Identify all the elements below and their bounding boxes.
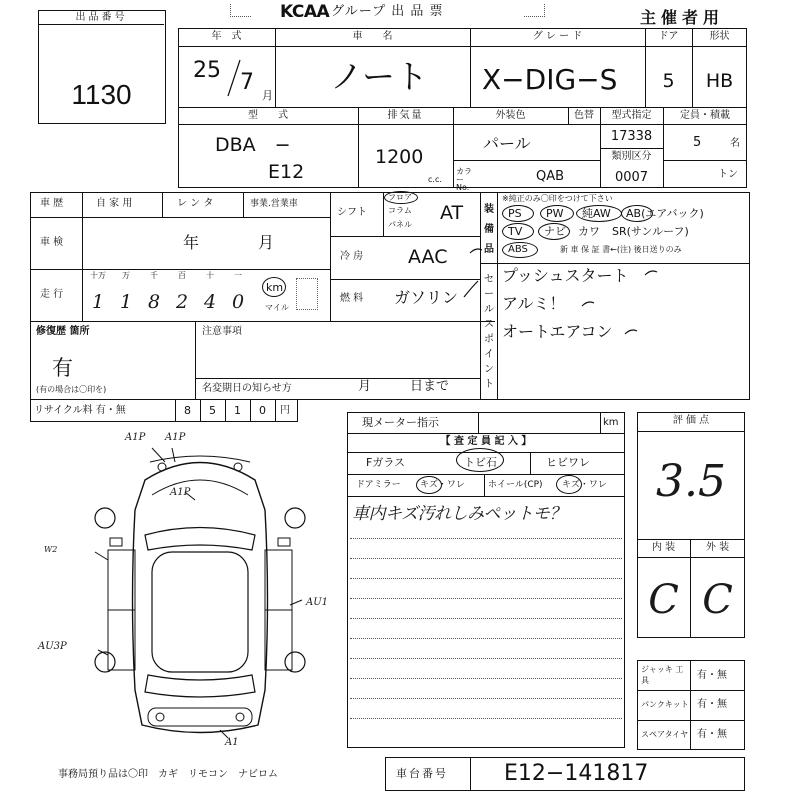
selling-points-side-label: セールスポイント bbox=[484, 274, 494, 390]
damage-mark-front-left: A1P bbox=[125, 432, 146, 443]
business-option: 事業.営業車 bbox=[250, 199, 298, 209]
capacity: 5 bbox=[693, 135, 702, 150]
selling-point: プッシュスタート bbox=[502, 266, 629, 285]
exterior-color-label: 外装色 bbox=[495, 110, 526, 121]
spare-tire-label: スペアタイヤ bbox=[641, 730, 689, 739]
shift-option-panel: パネル bbox=[388, 220, 412, 229]
equip-navi: ナビ bbox=[544, 225, 566, 238]
door-mirror-label: ドアミラー bbox=[356, 480, 401, 490]
damage-mark-left-rear: AU3P bbox=[38, 641, 67, 652]
equip-pw: PW bbox=[546, 207, 564, 220]
equip-navi-circle bbox=[538, 223, 570, 240]
sheet-title: .グループ 出 品 票 bbox=[326, 4, 444, 19]
damage-mark-rear: A1 bbox=[225, 737, 239, 748]
km-unit-circle bbox=[262, 277, 286, 297]
grade-label: グ レ ー ド bbox=[532, 31, 583, 42]
exterior-grade-label: 外 装 bbox=[705, 542, 730, 553]
header-bracket-right bbox=[524, 4, 545, 17]
lot-number-box bbox=[38, 10, 166, 124]
repair-history-note: (有の場合は〇印を) bbox=[36, 385, 107, 394]
equip-abs: ABS bbox=[508, 244, 528, 255]
mileage-digit: 2 bbox=[175, 291, 189, 313]
door-mirror-circle bbox=[416, 476, 442, 494]
equip-ab-circle bbox=[621, 205, 653, 222]
load-unit: トン bbox=[718, 169, 738, 180]
vehicle-table bbox=[178, 28, 747, 188]
handwritten-ticks bbox=[460, 240, 680, 350]
interior-grade: C bbox=[648, 577, 679, 623]
equip-ps-circle bbox=[502, 205, 534, 222]
exterior-grade: C bbox=[702, 577, 733, 623]
mileage-digit: 1 bbox=[91, 291, 105, 313]
inspector-title: 【 査 定 員 記 入 】 bbox=[440, 436, 532, 447]
brand-logo: KCAA bbox=[280, 2, 330, 22]
recycle-digit: 1 bbox=[234, 404, 241, 417]
chassis-number-label: 車台番号 bbox=[396, 767, 448, 780]
type-designation-label: 型式指定 bbox=[611, 110, 652, 121]
equip-leather: カワ bbox=[578, 225, 600, 238]
equip-aw: 純AW bbox=[582, 207, 611, 220]
damage-mark-front-center: A1P bbox=[165, 432, 186, 443]
model-year: 25 bbox=[193, 58, 221, 83]
puncture-kit-options: 有・無 bbox=[697, 699, 727, 710]
damage-mark-hood: A1P bbox=[170, 487, 191, 498]
equip-ab: AB(エアバック) bbox=[626, 207, 704, 220]
selling-point: アルミ！ bbox=[502, 294, 566, 313]
fuel-label: 燃 料 bbox=[340, 293, 364, 304]
model-label: 型 式 bbox=[248, 110, 288, 121]
mileage-digit: 8 bbox=[147, 291, 161, 313]
equipment-note: ※純正のみ〇印をつけて下さい bbox=[502, 194, 613, 203]
recycle-digit: 0 bbox=[259, 404, 266, 417]
windshield-chip-circle bbox=[456, 448, 504, 472]
year-label: 年 式 bbox=[211, 31, 242, 42]
digit-label: 万 bbox=[122, 271, 130, 280]
shift-option-floor: フロア bbox=[388, 193, 412, 202]
km-unit: km bbox=[266, 281, 284, 294]
color-code: QAB bbox=[536, 169, 565, 184]
cc-unit: c.c. bbox=[428, 175, 442, 184]
mileage-label: 走 行 bbox=[40, 289, 64, 300]
header-bracket-left bbox=[230, 4, 251, 17]
damage-mark-right-door: AU1 bbox=[306, 597, 329, 608]
equipment-row-2 bbox=[500, 224, 750, 240]
body-shape: HB bbox=[705, 70, 734, 92]
equip-sr: SR(サンルーフ) bbox=[612, 225, 689, 238]
shift-option-circle bbox=[384, 191, 418, 204]
mileage-digit: 0 bbox=[231, 291, 245, 313]
equip-aw-circle bbox=[576, 205, 622, 222]
damage-mark-left-door: W2 bbox=[44, 545, 58, 554]
windshield-label: Fガラス bbox=[366, 456, 405, 469]
lot-number: 1130 bbox=[71, 79, 132, 110]
type-designation: 17338 bbox=[610, 129, 653, 144]
organizer-label: 主催者用 bbox=[640, 8, 725, 27]
meter-km-unit: km bbox=[603, 417, 619, 428]
wheel-label: ホイール(CP) bbox=[488, 480, 543, 490]
exterior-color: パール bbox=[483, 134, 531, 153]
notes-label: 注意事項 bbox=[202, 326, 242, 337]
wheel-options: キズ・ワレ bbox=[562, 480, 607, 490]
inspection-month-unit: 月 bbox=[258, 233, 275, 252]
fuel-value: ガソリン bbox=[394, 288, 459, 307]
recycle-fee-label: リサイクル料 有・無 bbox=[34, 405, 126, 416]
spare-tire-options: 有・無 bbox=[697, 729, 727, 740]
digit-label: 百 bbox=[178, 271, 186, 280]
windshield-chip: トビ石 bbox=[464, 456, 497, 469]
score-label: 評 価 点 bbox=[672, 415, 710, 426]
recycle-digit: 8 bbox=[184, 404, 191, 417]
color-change-label: 色替 bbox=[574, 110, 594, 121]
capacity-unit: 名 bbox=[730, 138, 740, 149]
puncture-kit-label: パンクキット bbox=[641, 700, 689, 709]
shift-value: AT bbox=[440, 202, 464, 224]
model-prefix: DBA − bbox=[215, 134, 291, 156]
door-mirror-options: キズ・ワレ bbox=[420, 480, 465, 490]
expiry-month-unit: 月 bbox=[358, 379, 372, 394]
expiry-notice-label: 名変期日の知らせ方 bbox=[202, 383, 292, 394]
color-no-label: カラー No. bbox=[456, 167, 472, 192]
recycle-yen-unit: 円 bbox=[280, 405, 290, 416]
month-unit: 月 bbox=[262, 89, 273, 102]
repair-history-label: 修復歴 箇所 bbox=[36, 326, 90, 337]
shift-label: シフト bbox=[337, 207, 367, 218]
digit-label: 千 bbox=[150, 271, 158, 280]
windshield-crack: ヒビワレ bbox=[546, 456, 590, 469]
displacement: 1200 bbox=[375, 146, 424, 168]
wheel-circle bbox=[556, 475, 582, 494]
private-use-option: 自 家 用 bbox=[96, 198, 133, 209]
mileage-note-box bbox=[296, 278, 318, 310]
shift-option-column: コラム bbox=[388, 206, 412, 215]
mileage-digit: 4 bbox=[203, 291, 217, 313]
inspection-label: 車 検 bbox=[40, 237, 64, 248]
rental-option: レ ン タ bbox=[177, 198, 214, 209]
doors-label: ドア bbox=[658, 31, 679, 42]
selling-point: オートエアコン bbox=[502, 322, 613, 341]
mile-unit: マイル bbox=[265, 303, 289, 312]
overall-score: 3.5 bbox=[656, 456, 726, 507]
equip-tv-circle bbox=[502, 223, 534, 240]
lot-number-label: 出品番号 bbox=[75, 12, 128, 23]
recycle-digit: 5 bbox=[209, 404, 216, 417]
repair-history-value: 有 bbox=[52, 356, 73, 380]
car-name: ノート bbox=[330, 57, 429, 96]
category: 0007 bbox=[614, 170, 649, 185]
equip-pw-circle bbox=[540, 205, 574, 222]
mileage-digits bbox=[84, 269, 256, 321]
jack-tools-options: 有・無 bbox=[697, 670, 727, 681]
car-damage-diagram bbox=[90, 440, 310, 760]
history-label: 車 歴 bbox=[40, 198, 64, 209]
inspector-comment: 車内キズ汚れしみペットモ？ bbox=[352, 504, 566, 524]
category-label: 類別区分 bbox=[611, 151, 652, 162]
digit-label: 十 bbox=[206, 271, 214, 280]
equip-ps: PS bbox=[508, 207, 522, 220]
jack-tools-label: ジャッキ 工 具 bbox=[641, 665, 692, 685]
inspection-year-unit: 年 bbox=[183, 233, 200, 252]
mileage-digit: 1 bbox=[119, 291, 133, 313]
grade: X−DIG−S bbox=[482, 63, 618, 96]
shape-label: 形状 bbox=[709, 31, 730, 42]
digit-label: 十万 bbox=[90, 271, 106, 280]
office-held-items: 事務局預り品は〇印 カギ リモコン ナビロム bbox=[58, 769, 278, 780]
equipment-side-label: 装備品 bbox=[484, 204, 494, 255]
interior-grade-label: 内 装 bbox=[651, 542, 676, 553]
model-month: 7 bbox=[240, 70, 254, 95]
equip-tv: TV bbox=[508, 225, 523, 238]
chassis-number: E12−141817 bbox=[504, 761, 649, 786]
equipment-row-1 bbox=[500, 206, 750, 222]
equip-warranty: 新 車 保 証 書←(注) 後日送りのみ bbox=[560, 245, 682, 254]
displacement-label: 排気量 bbox=[387, 110, 424, 121]
doors: 5 bbox=[662, 70, 675, 92]
meter-reading-label: 現メーター指示 bbox=[362, 416, 439, 429]
digit-label: 一 bbox=[234, 271, 242, 280]
model-code: E12 bbox=[268, 161, 305, 183]
capacity-label: 定員・積載 bbox=[680, 110, 730, 121]
ac-value: AAC bbox=[408, 246, 448, 268]
ac-label: 冷 房 bbox=[340, 251, 364, 262]
expiry-day-unit: 日まで bbox=[410, 379, 450, 394]
car-name-label: 車 名 bbox=[352, 31, 393, 42]
